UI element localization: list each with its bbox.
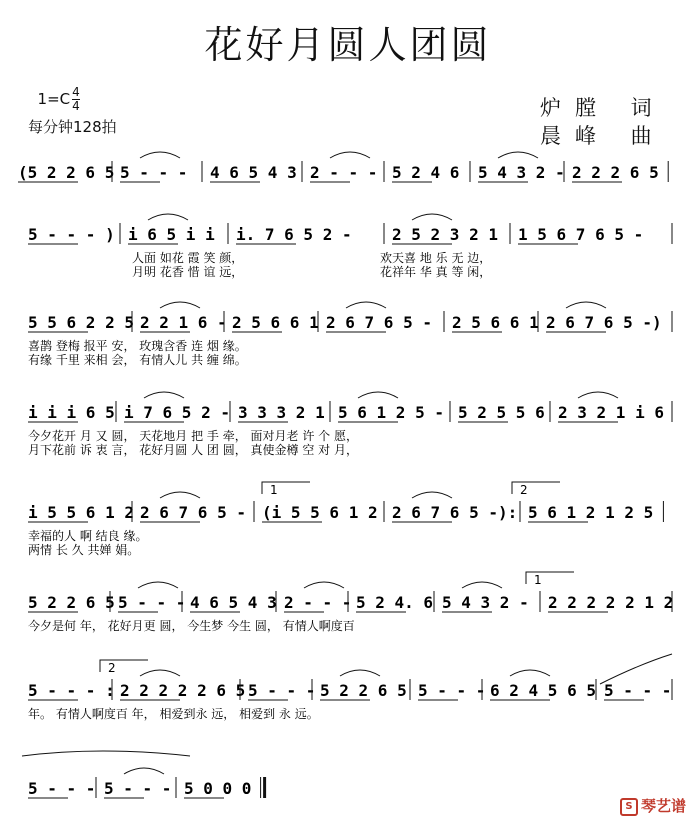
volta-label: 1: [270, 483, 278, 497]
measure-notes: 2 - - -: [284, 593, 352, 612]
lyric-line: 月明 花香 惜 谊 远，: [132, 265, 244, 279]
slur-mark: [124, 768, 164, 774]
measure-notes: 5 - - - ): [28, 225, 115, 244]
slur-mark: [148, 214, 188, 220]
lyric-line: 欢天喜 地 乐 无 边，: [380, 251, 492, 265]
slur-mark: [340, 670, 380, 676]
slur-mark: [160, 492, 200, 498]
measure-notes: 5 6 1 2 1 2 5: [528, 503, 654, 522]
measure-notes: 4 6 5 4 3: [190, 593, 277, 612]
measure-notes: (i 5 5 6 1 2: [262, 503, 378, 522]
measure-notes: 5 2 4. 6: [356, 593, 434, 612]
measure-notes: 2 - - -: [310, 163, 378, 182]
measure-notes: 5 - - -: [120, 163, 188, 182]
measure-notes: 5 - - -: [604, 681, 672, 700]
tie-mark: [22, 751, 190, 756]
measure-notes: 2 6 7 6 5 -):: [392, 503, 518, 522]
slur-mark: [412, 214, 452, 220]
measure-notes: 5 - - -: [248, 681, 316, 700]
measure-notes: 1 5 6 7 6 5 -: [518, 225, 644, 244]
volta-label: 2: [520, 483, 528, 497]
measure-notes: (5 2 2 6 5: [18, 163, 115, 182]
measure-notes: 6 2 4 5 6 5: [490, 681, 596, 700]
measure-notes: 2 5 2 3 2 1: [392, 225, 498, 244]
lyric-line: 花祥年 华 真 等 闲，: [380, 265, 492, 279]
measure-notes: 2 5 6 6 1: [452, 313, 539, 332]
time-denominator: 4: [72, 99, 80, 113]
tempo-marking: 每分钟128拍: [28, 118, 117, 136]
logo-icon: S: [620, 798, 638, 816]
measure-notes: 5 2 2 6 5: [320, 681, 407, 700]
slur-mark: [140, 152, 180, 158]
measure-notes: 5 - - -: [104, 779, 172, 798]
measure-notes: 2 5 6 6 1: [232, 313, 319, 332]
lyric-line: 年。 有情人啊度百 年， 相爱到永 远， 相爱到 永 远。: [28, 707, 319, 721]
site-logo: [620, 795, 686, 816]
slur-mark: [566, 302, 606, 308]
measure-notes: i. 7 6 5 2 -: [236, 225, 352, 244]
measure-notes: 2 2 2 2 2 1 2: [548, 593, 674, 612]
measure-notes: 5 4 3 2 -: [478, 163, 565, 182]
measure-notes: 5 0 0 0: [184, 779, 252, 798]
lyric-line: 有缘 千里 来相 会， 有情人儿 共 缠 绵。: [28, 353, 247, 367]
measure-notes: i 7 6 5 2 -: [124, 403, 230, 422]
measure-notes: 5 6 1 2 5 -: [338, 403, 444, 422]
measure-notes: 5 - - -: [118, 593, 186, 612]
measure-notes: 2 6 7 6 5 -: [140, 503, 246, 522]
measure-notes: 2 2 1 6 -: [140, 313, 227, 332]
lyricist-credit: 炉膛 词: [540, 96, 666, 120]
lyric-line: 幸福的人 啊 结良 缘。: [28, 529, 148, 543]
measure-notes: 4 6 5 4 3: [210, 163, 297, 182]
lyric-line: 今夕花开 月 又 圆， 天花地月 把 手 牵， 面对月老 许 个 愿，: [28, 429, 358, 443]
volta-label: 1: [534, 573, 542, 587]
measure-notes: 5 2 4 6: [392, 163, 460, 182]
lyric-line: 月下花前 诉 衷 言， 花好月圆 人 团 圆， 真使金樽 空 对 月，: [28, 443, 358, 457]
lyric-line: 喜鹊 登梅 报平 安， 玫瑰含香 连 烟 缘。: [28, 339, 247, 353]
slur-mark: [144, 392, 184, 398]
lyric-line: 今夕是何 年， 花好月更 圆， 今生梦 今生 圆， 有情人啊度百: [28, 619, 355, 633]
slur-mark: [140, 670, 180, 676]
measure-notes: i 5 5 6 1 2: [28, 503, 134, 522]
slur-mark: [346, 302, 386, 308]
slur-mark: [138, 582, 178, 588]
time-numerator: 4: [72, 85, 80, 99]
slur-mark: [160, 302, 200, 308]
slur-mark: [330, 152, 370, 158]
composer-credit: 晨峰 曲: [540, 124, 666, 148]
measure-notes: 3 3 3 2 1: [238, 403, 325, 422]
slur-mark: [498, 152, 538, 158]
measure-notes: i i i 6 5: [28, 403, 115, 422]
slur-mark: [304, 582, 344, 588]
measure-notes: 2 6 7 6 5 -): [546, 313, 662, 332]
measure-notes: 5 2 5 5 6: [458, 403, 545, 422]
slur-mark: [358, 392, 398, 398]
slur-mark: [412, 492, 452, 498]
measure-notes: 2 6 7 6 5 -: [326, 313, 432, 332]
measure-notes: 2 3 2 1 i 6: [558, 403, 664, 422]
measure-notes: i 6 5 i i: [128, 225, 215, 244]
lyric-line: 人面 如花 霞 笑 颜，: [132, 251, 244, 265]
volta-label: 2: [108, 661, 116, 675]
measure-notes: 5 - - -: [28, 779, 96, 798]
measure-notes: 5 - - - :: [28, 681, 115, 700]
slur-mark: [462, 582, 502, 588]
key-label: 1=C: [37, 90, 71, 108]
measure-notes: 2 2 2 2 2 6 5: [120, 681, 246, 700]
slur-mark: [510, 670, 550, 676]
measure-notes: 2 2 2 6 5: [572, 163, 659, 182]
measure-notes: 5 - - -: [418, 681, 486, 700]
lyric-line: 两情 长 久 共婵 娟。: [28, 543, 140, 557]
slur-mark: [578, 392, 618, 398]
measure-notes: 5 5 6 2 2 5: [28, 313, 134, 332]
logo-text: 琴艺谱: [640, 797, 686, 815]
song-title: 花好月圆人团圆: [204, 23, 492, 67]
measure-notes: 5 2 2 6 5: [28, 593, 115, 612]
tie-mark: [600, 654, 672, 684]
measure-notes: 5 4 3 2 -: [442, 593, 529, 612]
